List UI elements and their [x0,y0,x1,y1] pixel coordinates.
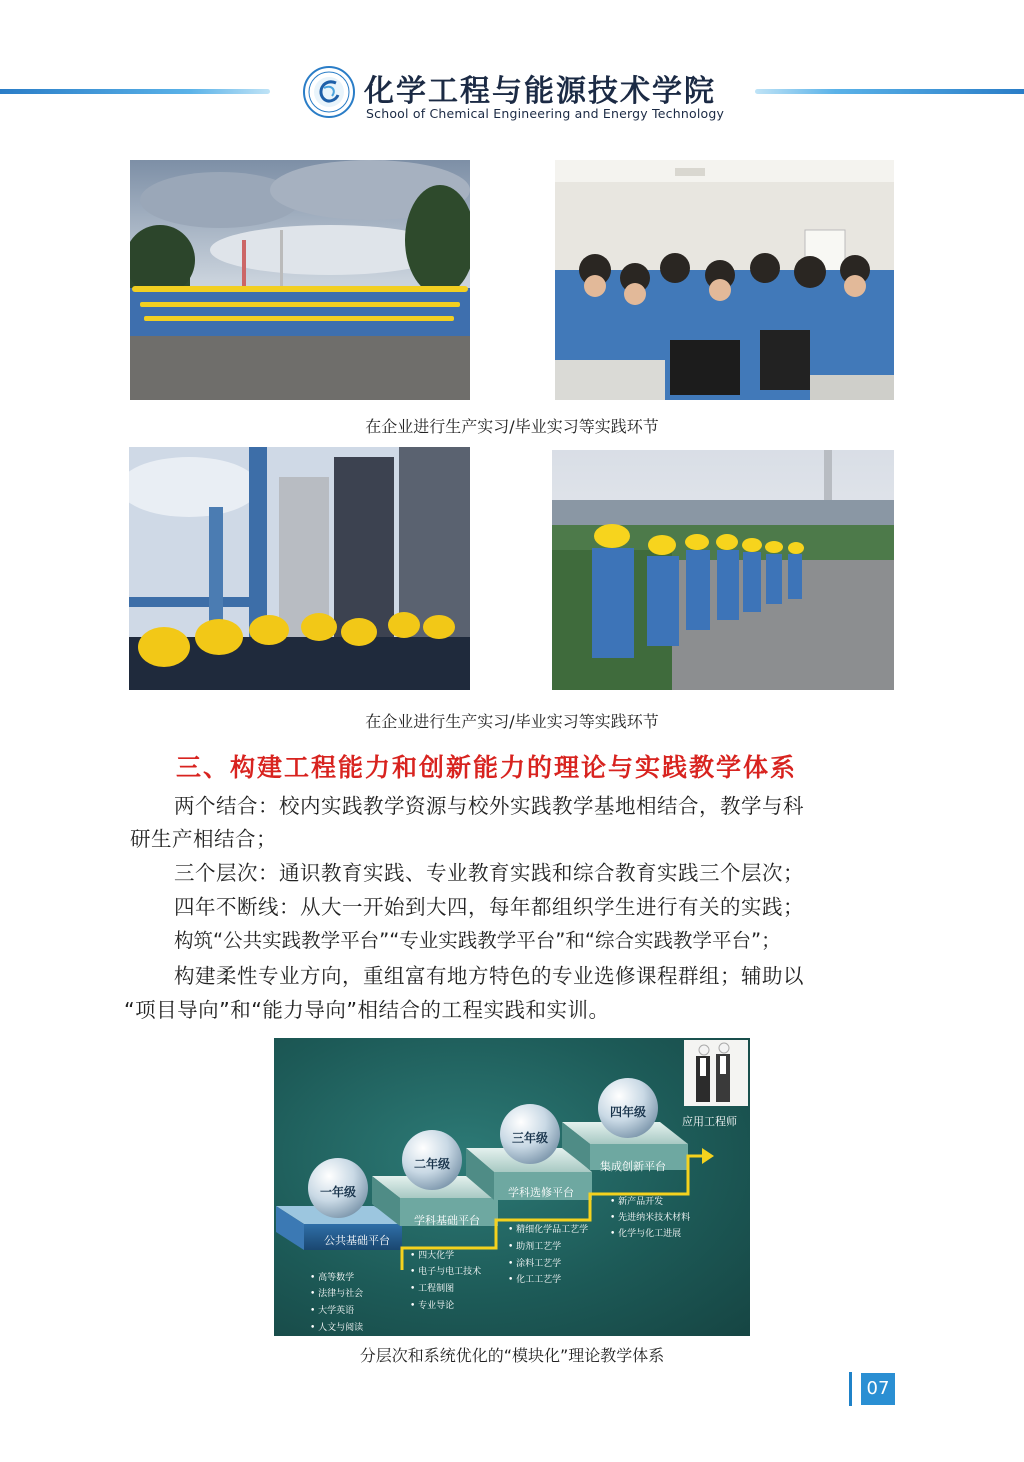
platform-1-label: 公共基础平台 [324,1234,390,1247]
header-rule-right [755,89,1024,94]
list-item: • 化学与化工进展 [610,1229,682,1239]
body-line-1: 两个结合：校内实践教学资源与校外实践教学基地相结合，教学与科 [174,794,804,818]
body-line-7: “项目导向”和“能力导向”相结合的工程实践和实训。 [124,998,610,1022]
platform-2-label: 学科基础平台 [414,1214,480,1227]
list-item: • 高等数学 [310,1273,355,1283]
list-item: • 电子与电工技术 [410,1267,482,1277]
body-line-3: 三个层次：通识教育实践、专业教育实践和综合教育实践三个层次； [174,861,804,885]
photo-caption-1: 在企业进行生产实习/毕业实习等实践环节 [365,417,659,436]
list-item: • 先进纳米技术材料 [610,1213,691,1223]
photo-caption-2: 在企业进行生产实习/毕业实习等实践环节 [365,712,659,731]
photo-group-at-plant [130,160,470,400]
body-line-6: 构建柔性专业方向，重组富有地方特色的专业选修课程群组；辅助以 [174,964,804,988]
header-rule-left [0,89,270,94]
list-item: • 专业导论 [410,1301,455,1311]
list-item: • 四大化学 [410,1251,455,1261]
list-item: • 人文与阅读 [310,1323,364,1333]
teaching-system-diagram [274,1038,750,1336]
page-number: 07 [861,1373,895,1405]
grade-4-label: 四年级 [609,1105,646,1119]
section-title: 三、构建工程能力和创新能力的理论与实践教学体系 [176,753,798,782]
school-name-cn: 化学工程与能源技术学院 [364,74,716,109]
list-item: • 工程制图 [410,1284,455,1294]
page-number-rule [849,1372,852,1406]
body-line-4: 四年不断线：从大一开始到大四，每年都组织学生进行有关的实践； [174,895,804,919]
platform-4-label: 集成创新平台 [600,1160,666,1173]
grade-3-label: 三年级 [511,1131,548,1145]
list-item: • 助剂工艺学 [508,1242,562,1252]
body-line-2: 研生产相结合； [130,827,277,851]
body-line-5: 构筑“公共实践教学平台”“专业实践教学平台”和“综合实践教学平台”； [174,929,781,952]
platform-3-label: 学科选修平台 [508,1186,574,1199]
list-item: • 新产品开发 [610,1197,664,1207]
list-item: • 大学英语 [310,1306,355,1316]
photo-control-room [555,160,894,400]
grade-1-label: 一年级 [319,1185,356,1199]
list-item: • 精细化学品工艺学 [508,1225,589,1235]
photo-plant-equipment [129,447,470,690]
list-item: • 法律与社会 [310,1289,364,1299]
school-logo-icon [303,66,355,118]
photo-students-walking [552,450,894,690]
diagram-caption: 分层次和系统优化的“模块化”理论教学体系 [359,1346,665,1365]
school-name-en: School of Chemical Engineering and Energy Technology [366,106,725,121]
list-item: • 涂料工艺学 [508,1259,562,1269]
goal-label: 应用工程师 [682,1115,737,1128]
list-item: • 化工工艺学 [508,1275,562,1285]
grade-2-label: 二年级 [413,1157,450,1171]
